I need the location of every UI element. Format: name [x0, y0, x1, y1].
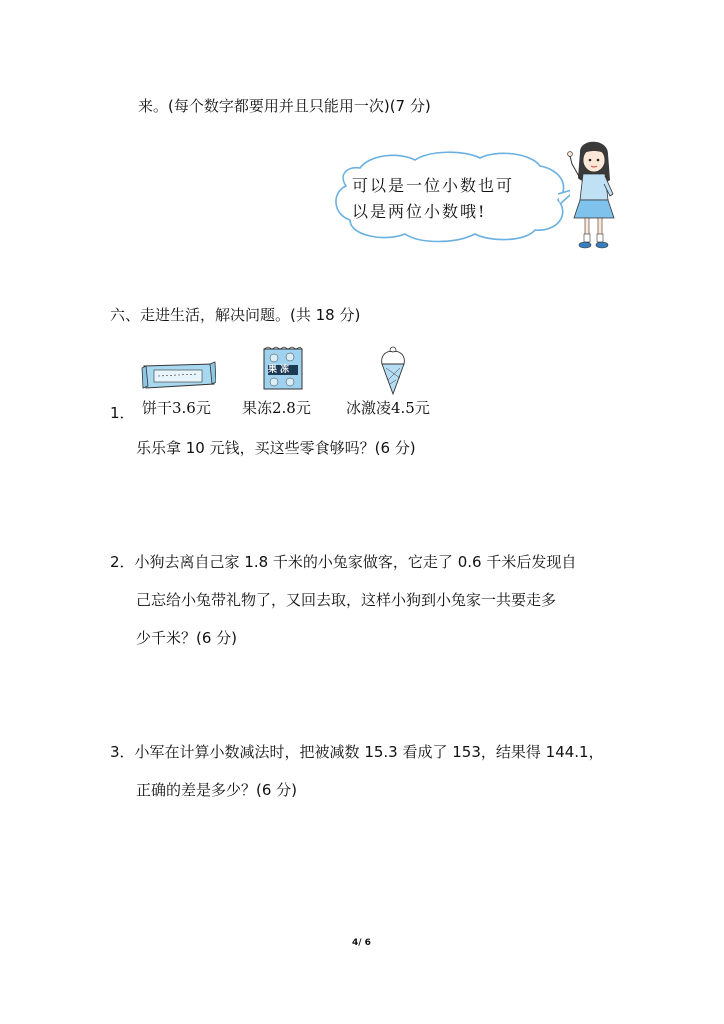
jelly-price-label: 果冻2.8元: [242, 399, 311, 417]
intro-line: 来。(每个数字都要用并且只能用一次)(7 分): [138, 97, 431, 115]
speech-bubble-line2: 以是两位小数哦!: [352, 202, 487, 221]
ice-cream-icon: [378, 344, 408, 396]
q1-number: 1．: [110, 404, 135, 422]
girl-illustration: [566, 138, 624, 252]
q3-line1: 3．小军在计算小数减法时，把被减数 15.3 看成了 153，结果得 144.1，: [110, 743, 604, 761]
jelly-package-text: 果冻: [268, 365, 293, 375]
q2-line3: 少千米？(6 分): [136, 629, 238, 647]
q1-question: 乐乐拿 10 元钱，买这些零食够吗？(6 分): [136, 439, 416, 457]
section-six-title: 六、走进生活，解决问题。(共 18 分): [110, 306, 361, 324]
ice-cream-price-label: 冰激凌4.5元: [346, 399, 430, 417]
q2-line1: 2．小狗去离自己家 1.8 千米的小兔家做客，它走了 0.6 千米后发现自: [110, 553, 577, 571]
page-number: 4/ 6: [352, 938, 371, 948]
q2-line2: 己忘给小兔带礼物了，又回去取，这样小狗到小兔家一共要走多: [136, 591, 557, 609]
biscuit-price-label: 饼干3.6元: [142, 399, 211, 417]
speech-bubble-line1: 可以是一位小数也可: [352, 176, 515, 195]
biscuit-icon: [140, 358, 216, 392]
q3-line2: 正确的差是多少？(6 分): [136, 781, 298, 799]
